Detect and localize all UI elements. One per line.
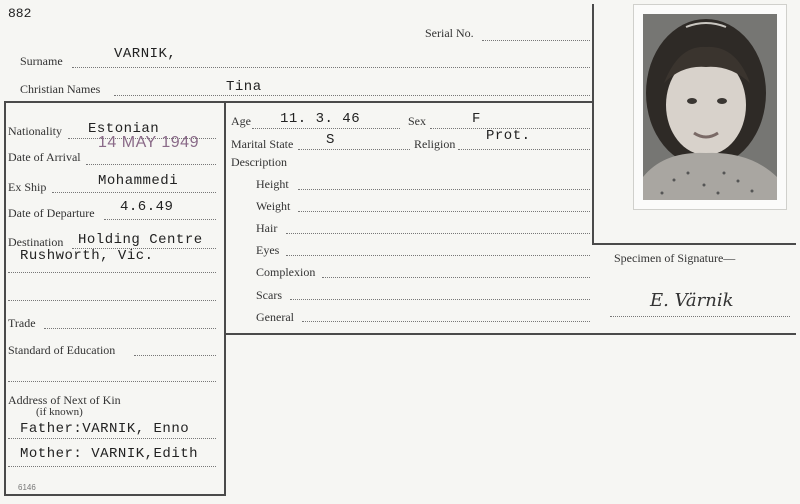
date-of-departure-field (104, 219, 216, 220)
sex-value: F (472, 111, 481, 127)
bottom-border (4, 494, 226, 496)
christian-names-value: Tina (226, 79, 262, 95)
ex-ship-field (52, 192, 216, 193)
left-border (4, 101, 6, 495)
surname-label: Surname (20, 54, 63, 68)
weight-field (298, 211, 590, 212)
marital-state-value: S (326, 132, 335, 148)
date-of-departure-value: 4.6.49 (120, 199, 174, 215)
marital-state-field (298, 149, 410, 150)
destination-value-line2: Rushworth, Vic. (20, 248, 154, 264)
religion-value: Prot. (486, 128, 531, 144)
eyes-label: Eyes (256, 243, 280, 257)
general-field (302, 321, 590, 322)
destination-value-line1: Holding Centre (78, 232, 203, 248)
age-field (252, 128, 400, 129)
date-of-departure-label: Date of Departure (8, 206, 95, 220)
trade-label: Trade (8, 316, 36, 330)
height-field (298, 189, 590, 190)
serial-no-field (482, 40, 590, 41)
ex-ship-value: Mohammedi (98, 173, 179, 189)
sex-label: Sex (408, 114, 426, 128)
hair-field (286, 233, 590, 234)
next-of-kin-label: Address of Next of Kin (8, 393, 121, 407)
date-of-arrival-label: Date of Arrival (8, 150, 81, 164)
surname-field (72, 67, 590, 68)
destination-field-3 (8, 300, 216, 301)
serial-no-label: Serial No. (425, 26, 474, 40)
description-label: Description (231, 155, 287, 169)
standard-of-education-label: Standard of Education (8, 343, 116, 357)
hair-label: Hair (256, 221, 278, 235)
complexion-label: Complexion (256, 265, 316, 279)
header-divider (4, 101, 594, 103)
next-of-kin-father: Father:VARNIK, Enno (20, 421, 190, 437)
card-number: 882 (8, 6, 32, 21)
age-value: 11. 3. 46 (280, 111, 361, 127)
complexion-field (322, 277, 590, 278)
photo-divider (592, 4, 594, 244)
form-code: 6146 (18, 483, 36, 492)
nationality-value: Estonian (88, 121, 160, 137)
age-label: Age (231, 114, 251, 128)
scars-field (290, 299, 590, 300)
standard-of-education-field-2 (8, 381, 216, 382)
specimen-signature-label: Specimen of Signature— (614, 251, 736, 265)
destination-label: Destination (8, 235, 64, 249)
next-of-kin-field-1 (8, 438, 216, 439)
next-of-kin-if-known: (if known) (36, 406, 83, 418)
signature-field (610, 316, 790, 317)
religion-label: Religion (414, 137, 456, 151)
signature-handwriting: E. Värnik (650, 290, 734, 311)
lower-divider (226, 333, 796, 335)
trade-field (44, 328, 216, 329)
height-label: Height (256, 177, 289, 191)
nationality-label: Nationality (8, 124, 62, 138)
destination-field-2 (8, 272, 216, 273)
marital-state-label: Marital State (231, 137, 294, 151)
next-of-kin-mother: Mother: VARNIK,Edith (20, 446, 199, 462)
date-of-arrival-field (86, 164, 216, 165)
weight-label: Weight (256, 199, 291, 213)
standard-of-education-field-1 (134, 355, 216, 356)
surname-value: VARNIK, (114, 46, 177, 62)
scars-label: Scars (256, 288, 282, 302)
child-portrait-photo (634, 5, 786, 209)
next-of-kin-field-2 (8, 466, 216, 467)
date-of-arrival-stamp: 14 MAY 1949 (98, 134, 199, 151)
photo-mount (633, 4, 787, 210)
signature-top-divider (592, 243, 796, 245)
ex-ship-label: Ex Ship (8, 180, 47, 194)
eyes-field (286, 255, 590, 256)
general-label: General (256, 310, 294, 324)
christian-names-label: Christian Names (20, 82, 101, 96)
christian-names-field (114, 95, 590, 96)
religion-field (458, 149, 590, 150)
left-column-divider (224, 101, 226, 495)
